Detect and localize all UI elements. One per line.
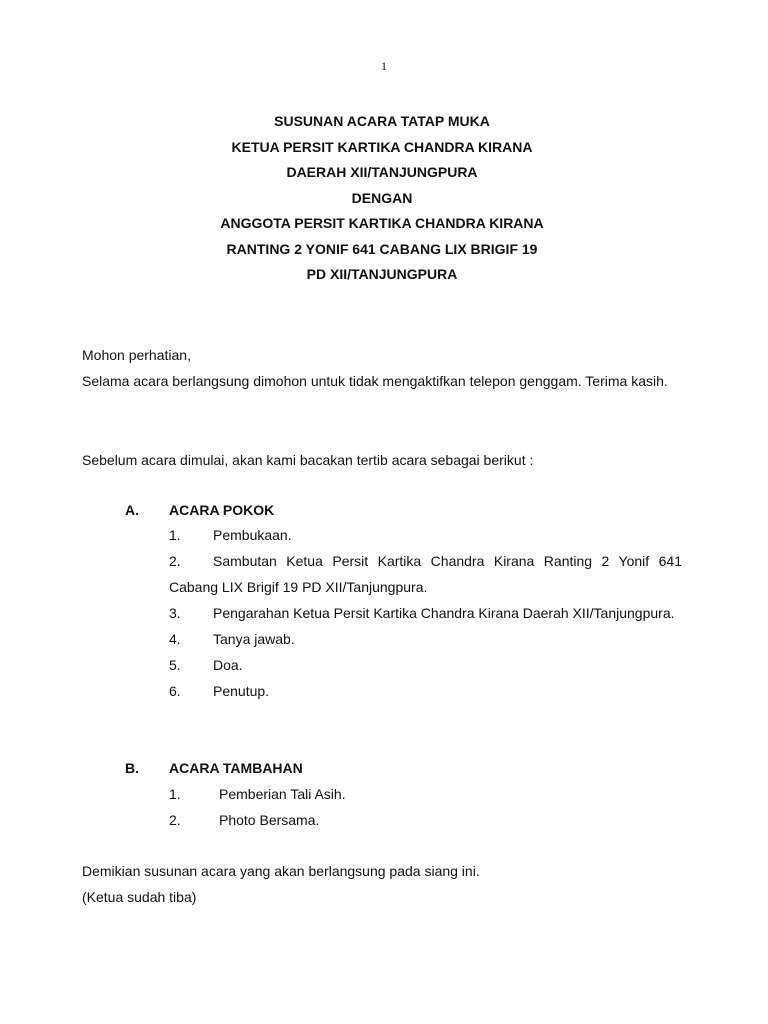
- list-item: [169, 548, 682, 600]
- item-number: 5.: [169, 657, 181, 673]
- title-line: KETUA PERSIT KARTIKA CHANDRA KIRANA: [231, 138, 533, 155]
- item-number: 2.: [169, 553, 181, 569]
- item-number: 1.: [169, 527, 181, 543]
- item-number: 4.: [169, 631, 181, 647]
- page-number: 1: [381, 59, 387, 73]
- title-line: RANTING 2 YONIF 641 CABANG LIX BRIGIF 19: [226, 240, 538, 257]
- title-line: SUSUNAN ACARA TATAP MUKA: [274, 113, 490, 129]
- item-number: 6.: [169, 683, 181, 699]
- title-line: DAERAH XII/TANJUNGPURA: [286, 164, 478, 180]
- document-title: [82, 109, 682, 288]
- list-item: [169, 652, 682, 678]
- closing-paragraph: [82, 858, 682, 910]
- phone-notice-text: Selama acara berlangsung dimohon untuk tidak mengaktifkan telepon genggam. Terima kasih.: [82, 373, 668, 389]
- section-title: ACARA POKOK: [169, 502, 275, 518]
- section-b-heading: [125, 755, 682, 781]
- title-line: PD XII/TANJUNGPURA: [306, 266, 458, 282]
- title-line: ANGGOTA PERSIT KARTIKA CHANDRA KIRANA: [220, 215, 544, 231]
- section-a-heading: [125, 497, 682, 523]
- list-item: [169, 600, 682, 626]
- item-text: Photo Bersama.: [219, 812, 320, 828]
- item-text: Penutup.: [213, 683, 270, 699]
- item-number: 1.: [169, 786, 181, 802]
- title-line: DENGAN: [351, 189, 413, 206]
- section-letter: B.: [125, 760, 139, 776]
- greeting-text: Mohon perhatian,: [82, 347, 191, 363]
- intro-paragraph: [82, 342, 682, 394]
- list-item: [169, 807, 682, 833]
- closing-note: (Ketua sudah tiba): [82, 889, 197, 905]
- section-a-list: [169, 522, 682, 704]
- list-item: [169, 781, 682, 807]
- item-text: Sambutan Ketua Persit Kartika Chandra Kirana Ranting 2 Yonif 641 Cabang LIX Brigif 19 PD XII/Tanjungpura.: [169, 553, 682, 595]
- list-item: [169, 626, 682, 652]
- item-text: Pemberian Tali Asih.: [219, 786, 346, 802]
- item-number: 2.: [169, 812, 181, 828]
- section-title: ACARA TAMBAHAN: [169, 760, 303, 776]
- item-number: 3.: [169, 605, 181, 621]
- closing-text: Demikian susunan acara yang akan berlangsung pada siang ini.: [82, 863, 480, 879]
- list-item: [169, 678, 682, 704]
- item-text: Tanya jawab.: [213, 631, 295, 647]
- agenda-intro-text: Sebelum acara dimulai, akan kami bacakan tertib acara sebagai berikut :: [82, 452, 534, 468]
- item-text: Doa.: [213, 657, 243, 673]
- item-text: Pembukaan.: [213, 527, 292, 543]
- item-text: Pengarahan Ketua Persit Kartika Chandra Kirana Daerah XII/Tanjungpura.: [213, 605, 675, 621]
- section-letter: A.: [125, 502, 139, 518]
- list-item: [169, 522, 682, 548]
- section-b-list: [169, 781, 682, 833]
